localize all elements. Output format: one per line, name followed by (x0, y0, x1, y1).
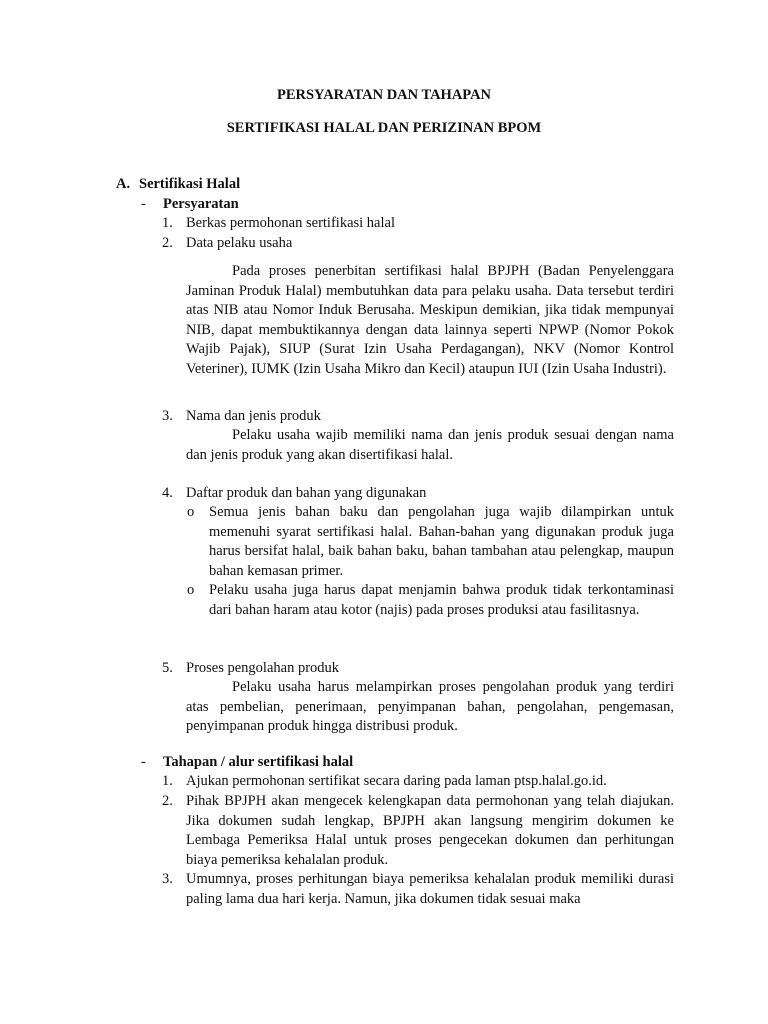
title-line-1: PERSYARATAN DAN TAHAPAN (276, 87, 492, 103)
title-line-2: SERTIFIKASI HALAL DAN PERIZINAN BPOM (226, 120, 542, 136)
list-item: Berkas permohonan sertifikasi halal (186, 215, 395, 231)
bullet-item: Semua jenis bahan baku dan pengolahan juga wajib dilampirkan untuk memenuhi syarat sertifikasi halal. Bahan-bahan yang digunakan produk juga harus bersifat halal, baik bahan baku, bahan tambahan atau pelengkap, maupun bahan kemasan primer. (209, 504, 674, 579)
paragraph-data-pelaku-usaha: Pada proses penerbitan sertifikasi halal BPJPH (Badan Penyelenggara Jaminan Produk Halal) membutuhkan data para pelaku usaha. Data tersebut terdiri atas NIB atau Nomor Induk Berusaha. Meskipun demikian, jika tidak mempunyai NIB, dapat membuktikannya dengan data lainnya seperti NPWP (Nomor Pokok Wajib Pajak), SIUP (Surat Izin Usaha Perdagangan), NKV (Nomor Kontrol Veteriner), IUMK (Izin Usaha Mikro dan Kecil) ataupun IUI (Izin Usaha Industri). (186, 263, 674, 377)
paragraph-proses-pengolahan: Pelaku usaha harus melampirkan proses pengolahan produk yang terdiri atas pembelian, penerimaan, penyimpanan bahan, pengolahan, pengemasan, penyimpanan produk hingga distribusi produk. (186, 679, 674, 734)
tahapan-dash: - (141, 754, 146, 770)
list-number: 2. (162, 793, 173, 809)
list-item: Ajukan permohonan sertifikat secara daring pada laman ptsp.halal.go.id. (186, 773, 607, 789)
list-number: 1. (162, 773, 173, 789)
list-item: Nama dan jenis produk (186, 408, 321, 424)
list-number: 3. (162, 408, 173, 424)
bullet-marker: o (187, 504, 195, 520)
list-number: 1. (162, 215, 173, 231)
list-number: 2. (162, 235, 173, 251)
list-item: Pihak BPJPH akan mengecek kelengkapan data permohonan yang telah diajukan. Jika dokumen sudah lengkap, BPJPH akan langsung mengirim dokumen ke Lembaga Pemeriksa Halal untuk proses pengecekan dokumen dan perhitungan biaya pemeriksa kehalalan produk. (186, 793, 674, 868)
list-item: Umumnya, proses perhitungan biaya pemeriksa kehalalan produk memiliki durasi paling lama dua hari kerja. Namun, jika dokumen tidak sesuai maka (186, 871, 674, 907)
list-number: 5. (162, 660, 173, 676)
list-item: Data pelaku usaha (186, 235, 293, 251)
persyaratan-dash: - (141, 196, 146, 212)
paragraph-nama-produk: Pelaku usaha wajib memiliki nama dan jenis produk sesuai dengan nama dan jenis produk yang akan disertifikasi halal. (186, 427, 674, 463)
bullet-marker: o (187, 582, 195, 598)
section-a-heading: Sertifikasi Halal (139, 176, 241, 192)
persyaratan-heading: Persyaratan (163, 196, 239, 212)
list-item: Daftar produk dan bahan yang digunakan (186, 485, 427, 501)
tahapan-heading: Tahapan / alur sertifikasi halal (163, 754, 354, 770)
list-item: Proses pengolahan produk (186, 660, 340, 676)
list-number: 3. (162, 871, 173, 887)
bullet-item: Pelaku usaha juga harus dapat menjamin bahwa produk tidak terkontaminasi dari bahan haram atau kotor (najis) pada proses produksi atau fasilitasnya. (209, 582, 674, 618)
list-number: 4. (162, 485, 173, 501)
section-a-marker: A. (116, 176, 131, 192)
